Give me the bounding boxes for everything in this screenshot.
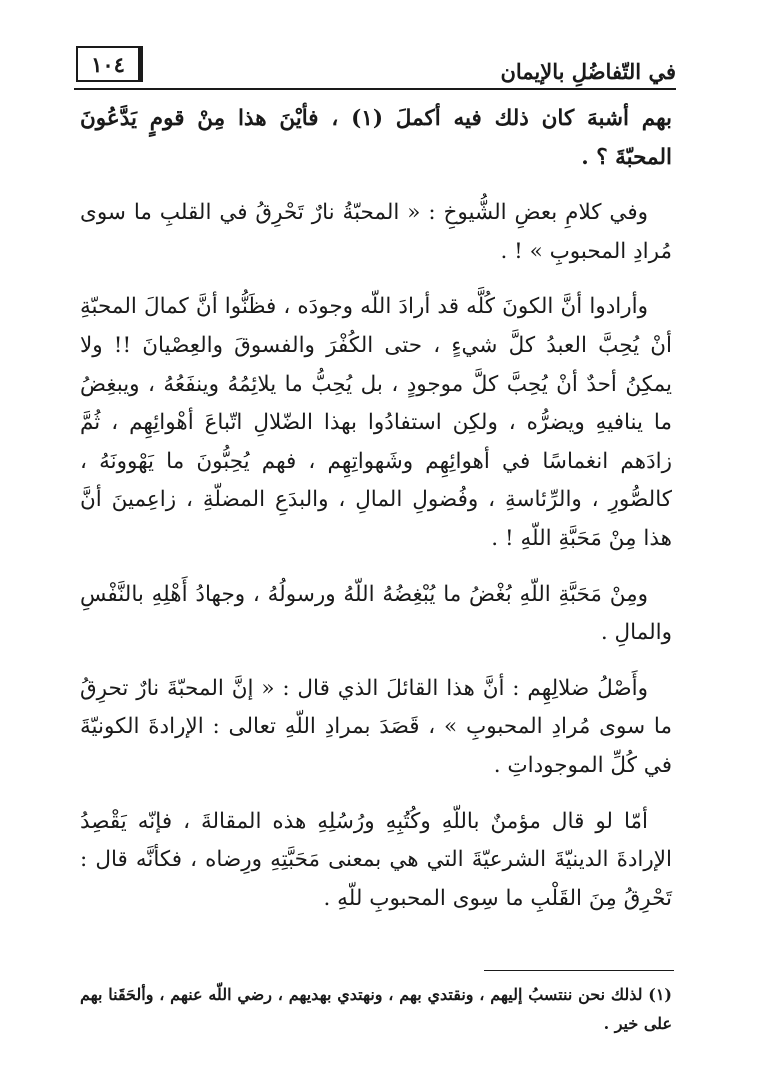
page-number: ١٠٤ xyxy=(76,46,143,82)
paragraph-4: ومِنْ مَحَبَّةِ اللّهِ بُغْضُ ما يُبْغِضُهُ اللّهُ ورسولُهُ ، وجهادُ أَهْلِهِ بالنَّفْسِ والمالِ . xyxy=(80,581,672,646)
main-text xyxy=(80,100,672,935)
paragraph-6: أمّا لو قال مؤمنٌ باللّهِ وكُتُبِهِ ورُسُلِهِ هذه المقالةَ ، فإنّه يَقْصِدُ الإرادةَ الدينيّةَ الشرعيّةَ التي هي بمعنى مَحَبَّتِهِ ورِضاه ، فكأنَّه قال : تَحْرِقُ مِنَ القَلْبِ ما سِوى المحبوبِ للّهِ . xyxy=(80,808,672,911)
paragraph-2: وفي كلامِ بعضِ الشُّيوخِ : « المحبّةُ نارٌ تَحْرِقُ في القلبِ ما سوى مُرادِ المحبوبِ » ! . xyxy=(80,200,672,264)
footnote: (١) لذلك نحن ننتسبُ إليهم ، ونقتدي بهم ، ونهتدي بهديهم ، رضي اللّه عنهم ، وألحَقَنا بهم على خير . xyxy=(80,985,672,1033)
header-rule xyxy=(74,88,676,90)
paragraph-3: وأرادوا أنَّ الكونَ كُلَّه قد أرادَ اللّه وجودَه ، فظَنُّوا أنَّ كمالَ المحبّةِ أنْ يُحِبَّ العبدُ كلَّ شيءٍ ، حتى الكُفْرَ والفسوقَ والعِصْيانَ !! ولا يمكِنُ أحدٌ أنْ يُحِبَّ كلَّ موجودٍ ، بل يُحِبُّ ما يلائِمُهُ وينفَعُهُ ، ويبغِضُ ما ينافيهِ ويضرُّه ، ولكِن استفادُوا بهذا الضّلالِ اتّباعَ أهْوائِهِم ، ثُمَّ زادَهم انغماسًا في أهوائِهِم وشَهواتِهِم ، فهم يُحِبُّونَ ما يَهْوونَهُ ، كالصُّورِ ، والرِّئاسةِ ، وفُضولِ المالِ ، والبدَعِ المضلّةِ ، زاعِمينَ أنَّ هذا مِنْ مَحَبَّةِ اللّهِ ! . xyxy=(80,294,672,551)
paragraph-5: وأَصْلُ ضلالِهِم : أنَّ هذا القائلَ الذي قال : « إنَّ المحبّةَ نارٌ تحرِقُ ما سوى مُرادِ المحبوبِ » ، قَصَدَ بمرادِ اللّهِ تعالى : الإرادةَ الكونيّةَ في كُلِّ الموجوداتِ . xyxy=(80,675,672,778)
paragraph-1: بهم أشبهَ كان ذلك فيه أكملَ (١) ، فأيْنَ هذا مِنْ قومٍ يَدَّعُونَ المحبّةَ ؟ . xyxy=(80,106,673,170)
footnote-separator xyxy=(484,970,674,971)
running-title: في التّفاضُلِ بالإيمان xyxy=(500,59,676,84)
page-header xyxy=(74,42,676,90)
